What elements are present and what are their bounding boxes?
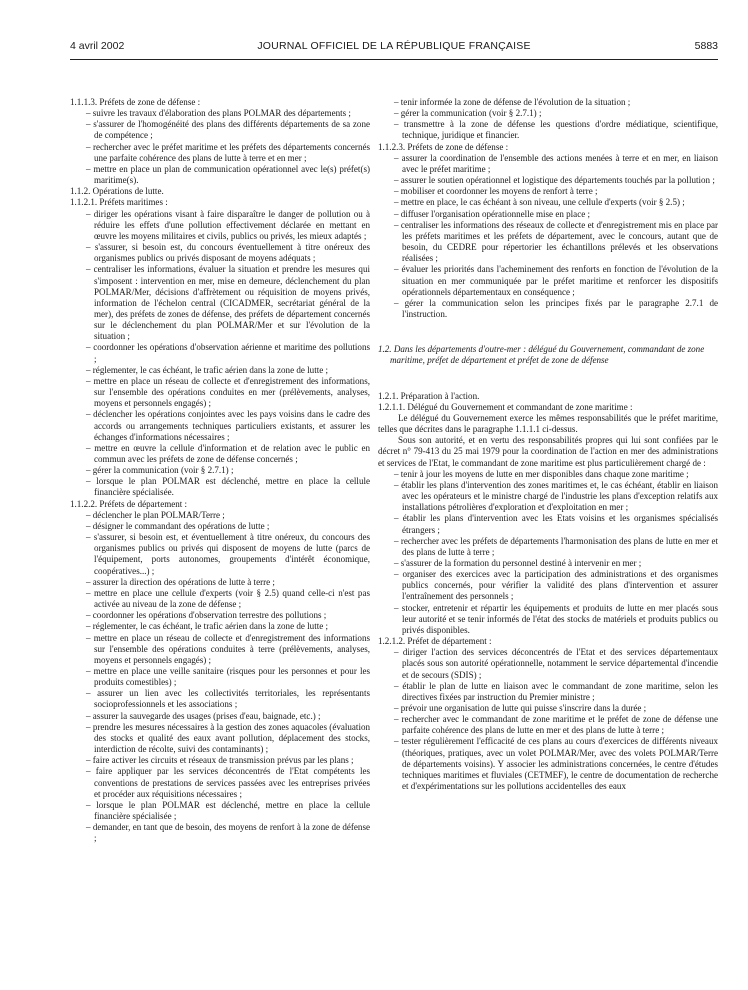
left-column bbox=[70, 97, 370, 844]
list-item: – mettre en place un réseau de collecte et d'enregistrement des informations sur l'ensemble des opérations conduites à terre (prélèvements, analyses, moyens et personnels engagés) ; bbox=[86, 632, 370, 665]
right-column bbox=[378, 97, 718, 792]
list-item: – mettre en place une cellule d'experts (voir § 2.5) quand celle-ci n'est pas activée au niveau de la zone de défense ; bbox=[86, 587, 370, 610]
list-item: – prendre les mesures nécessaires à la gestion des zones aquacoles (évaluation des stocks et qualité des eaux avant pollution, déplacement des stocks, interdiction de récolte, suivi des contaminants) ; bbox=[86, 721, 370, 755]
list-item: – gérer la communication (voir § 2.7.1) ; bbox=[86, 465, 234, 476]
list-item: – déclencher les opérations conjointes avec les pays voisins dans le cadre des accords ou arrangements techniques particuliers existants, et assurer les échanges d'informations nécessaires ; bbox=[86, 409, 370, 442]
list-item: – faire appliquer par les services déconcentrés de l'Etat compétents les conventions de prestations de services passées avec les entreprises privées et procéder aux réquisitions nécessaires ; bbox=[86, 766, 370, 799]
list-item: – stocker, entretenir et répartir les équipements et produits de lutte en mer placés sous leur autorité et se tenir informés de l'état des stocks de matériels et produits publics ou privés disponibles. bbox=[394, 602, 718, 635]
paragraph: Le délégué du Gouvernement exerce les mêmes responsabilités que le préfet maritime, telles que décrites dans le paragraphe 1.1.1.1 ci-dessus. bbox=[378, 412, 718, 435]
section-heading: 1.2.1.2. Préfet de département : bbox=[378, 636, 492, 647]
list-item: – mettre en place un plan de communication opérationnel avec le(s) préfet(s) maritime(s). bbox=[86, 163, 370, 186]
list-item: – réglementer, le cas échéant, le trafic aérien dans la zone de lutte ; bbox=[86, 621, 329, 632]
list-item: – assurer un lien avec les collectivités territoriales, les représentants socioprofessionnels et les associations ; bbox=[86, 688, 370, 710]
list-item: – diffuser l'organisation opérationnelle mise en place ; bbox=[394, 208, 590, 219]
list-item: – coordonner les opérations d'observation terrestre des pollutions ; bbox=[86, 610, 327, 621]
section-heading: 1.1.2.1. Préfets maritimes : bbox=[70, 197, 168, 208]
list-item: – tenir informée la zone de défense de l'évolution de la situation ; bbox=[394, 97, 631, 107]
list-item: – mettre en place une veille sanitaire (risques pour les personnes et pour les produits comestibles) ; bbox=[86, 665, 370, 688]
list-item: – réglementer, le cas échéant, le trafic aérien dans la zone de lutte ; bbox=[86, 364, 329, 375]
list-item: – demander, en tant que de besoin, des moyens de renfort à la zone de défense ; bbox=[86, 822, 370, 844]
list-item: – tester régulièrement l'efficacité de ces plans au cours d'exercices de différents niveaux (théoriques, pratiques, avec un volet POLMAR/Mer, avec des volets POLMAR/Terre de départements voisins). Y associer les administrations concernées, le centre d'études techniques maritimes et fluviales (CETMEF), le centre de documentation de recherche et d'expérimentations sur les pollutions accidentelles des eaux bbox=[394, 736, 718, 792]
list-item: – lorsque le plan POLMAR est déclenché, mettre en place la cellule financière spécialisée ; bbox=[86, 799, 370, 821]
list-item: – rechercher avec les préfets de départements l'harmonisation des plans de lutte en mer et des plans de lutte à terre ; bbox=[394, 535, 718, 557]
list-item: – assurer la sauvegarde des usages (prises d'eau, baignade, etc.) ; bbox=[86, 710, 321, 721]
list-item: – prévoir une organisation de lutte qui puisse s'inscrire dans la durée ; bbox=[394, 703, 647, 713]
list-item: – coordonner les opérations d'observation aérienne et maritime des pollutions ; bbox=[86, 342, 370, 364]
section-heading: 1.1.2.2. Préfets de département : bbox=[70, 498, 188, 509]
list-item: – centraliser les informations des réseaux de collecte et d'enregistrement mis en place par les préfets maritimes et les préfets de département, avec le concours, autant que de besoin, du CEDRE pour répertorier les échantillons prélevés et les observations réalisées ; bbox=[394, 219, 718, 264]
list-item: – s'assurer de l'homogénéité des plans des différents départements de sa zone de compétence ; bbox=[86, 119, 370, 141]
list-item: – s'assurer, si besoin est, du concours éventuellement à titre onéreux des organismes publics ou privés disposant de moyens adéquats ; bbox=[86, 242, 370, 264]
header-rule bbox=[70, 59, 718, 60]
issue-date: 4 avril 2002 bbox=[70, 40, 125, 52]
list-item: – gérer la communication selon les principes fixés par le paragraphe 2.7.1 de l'instruction. bbox=[394, 297, 718, 319]
list-item: – s'assurer de la formation du personnel destiné à intervenir en mer ; bbox=[394, 557, 642, 568]
section-heading: 1.1.1.3. Préfets de zone de défense : bbox=[70, 97, 201, 107]
list-item: – évaluer les priorités dans l'acheminement des renforts en fonction de l'évolution de la situation en mer communiquée par le préfet maritime et renforcer les dispositifs opérationnels départementaux en conséquence ; bbox=[394, 264, 718, 297]
list-item: – mettre en place, le cas échéant à son niveau, une cellule d'experts (voir § 2.5) ; bbox=[394, 197, 685, 208]
spacer bbox=[378, 329, 718, 335]
list-item: – établir le plan de lutte en liaison avec le commandant de zone maritime, selon les directives fixées par instruction du Premier ministre ; bbox=[394, 680, 718, 702]
list-item: – s'assurer, si besoin est, et éventuellement à titre onéreux, du concours des organismes publics ou privés qui disposent de moyens de lutte (parcs de l'équipement, ports autonomes, groupements d'intérêt économique, coopératives...) ; bbox=[86, 532, 370, 576]
list-item: – organiser des exercices avec la participation des administrations et des organismes publics concernés, pour vérifier la validité des plans d'intervention et assurer l'entraînement des personnels ; bbox=[394, 569, 718, 602]
list-item: – assurer le soutien opérationnel et logistique des départements touchés par la pollution ; bbox=[394, 175, 715, 186]
list-item: – rechercher avec le préfet maritime et les préfets des départements concernés une parfaite cohérence des plans de lutte à terre et en mer ; bbox=[86, 141, 370, 163]
section-heading: 1.1.2.3. Préfets de zone de défense : bbox=[378, 141, 509, 152]
list-item: – diriger les opérations visant à faire disparaître le danger de pollution ou à réduire les effets d'une pollution effectivement déclarée en mettant en œuvre les moyens militaires et civils, publics ou privés, les mieux adaptés ; bbox=[86, 208, 370, 241]
list-item: – rechercher avec le commandant de zone maritime et le préfet de zone de défense une parfaite cohérence des plans de lutte en mer et des plans de lutte à terre ; bbox=[394, 714, 718, 736]
section-heading: 1.1.2. Opérations de lutte. bbox=[70, 186, 164, 197]
list-item: – gérer la communication (voir § 2.7.1) ; bbox=[394, 108, 542, 119]
list-item: – suivre les travaux d'élaboration des plans POLMAR des départements ; bbox=[86, 108, 351, 119]
list-item: – assurer la coordination de l'ensemble des actions menées à terre et en mer, en liaison avec le préfet maritime ; bbox=[394, 152, 718, 174]
list-item: – mobiliser et coordonner les moyens de renfort à terre ; bbox=[394, 186, 598, 197]
list-item: – mettre en place un réseau de collecte et d'enregistrement des informations, sur l'ensemble des opérations conduites en mer (prélèvements, analyses, moyens et personnels engagés) ; bbox=[86, 375, 370, 409]
section-title: 1.2. Dans les départements d'outre-mer : délégué du Gouvernement, commandant de zone maritime, préfet de département et préfet de zone de défense bbox=[378, 344, 705, 366]
list-item: – déclencher le plan POLMAR/Terre ; bbox=[86, 509, 225, 520]
list-item: – établir les plans d'intervention avec les Etats voisins et les organismes spécialisés étrangers ; bbox=[394, 513, 718, 535]
list-item: – faire activer les circuits et réseaux de transmission prévus par les plans ; bbox=[86, 755, 354, 766]
list-item: – établir les plans d'intervention des zones maritimes et, le cas échéant, établir en liaison avec les opérateurs et le ministre chargé de l'industrie les plans d'exception relatifs aux installations pétrolières d'exploration et d'exploitation en mer ; bbox=[394, 479, 718, 513]
section-heading: 1.2.1. Préparation à l'action. bbox=[378, 390, 480, 401]
journal-title: JOURNAL OFFICIEL DE LA RÉPUBLIQUE FRANÇAISE bbox=[257, 40, 531, 52]
list-item: – tenir à jour les moyens de lutte en mer disponibles dans chaque zone maritime ; bbox=[394, 468, 689, 479]
page-number: 5883 bbox=[694, 40, 718, 52]
paragraph: Sous son autorité, et en vertu des responsabilités propres qui lui sont confiées par le décret n° 79-413 du 25 mai 1979 pour la coordination de l'action en mer des administrations et services de l'Etat, le commandant de zone maritime est plus particulièrement chargé de : bbox=[378, 435, 718, 468]
spacer bbox=[378, 376, 718, 382]
page-header bbox=[70, 40, 718, 56]
list-item: – lorsque le plan POLMAR est déclenché, mettre en place la cellule financière spécialisée. bbox=[86, 476, 370, 498]
list-item: – transmettre à la zone de défense les questions d'ordre médiatique, scientifique, technique, juridique et financier. bbox=[394, 119, 718, 141]
list-item: – mettre en œuvre la cellule d'information et de relation avec le public en commun avec les préfets de zone de défense concernés ; bbox=[86, 442, 370, 464]
list-item: – centraliser les informations, évaluer la situation et prendre les mesures qui s'imposent : intervention en mer, mise en demeure, déclenchement du plan POLMAR/Mer, décisions d'affrètement ou réquisition de moyens privés, information de l'échelon central (CICADMER, secrétariat général de la mer), des préfets de zones de défense, des préfets de département concernés sur le déclenchement du plan POLMAR/Mer et sur l'évolution de la situation ; bbox=[86, 264, 370, 342]
list-item: – assurer la direction des opérations de lutte à terre ; bbox=[86, 576, 275, 587]
section-heading: 1.2.1.1. Délégué du Gouvernement et commandant de zone maritime : bbox=[378, 401, 633, 412]
list-item: – diriger l'action des services déconcentrés de l'Etat et des services départementaux placés sous son autorité opérationnelle, notamment le service départemental d'incendie et de secours (SDIS) ; bbox=[394, 647, 718, 680]
list-item: – désigner le commandant des opérations de lutte ; bbox=[86, 520, 270, 531]
